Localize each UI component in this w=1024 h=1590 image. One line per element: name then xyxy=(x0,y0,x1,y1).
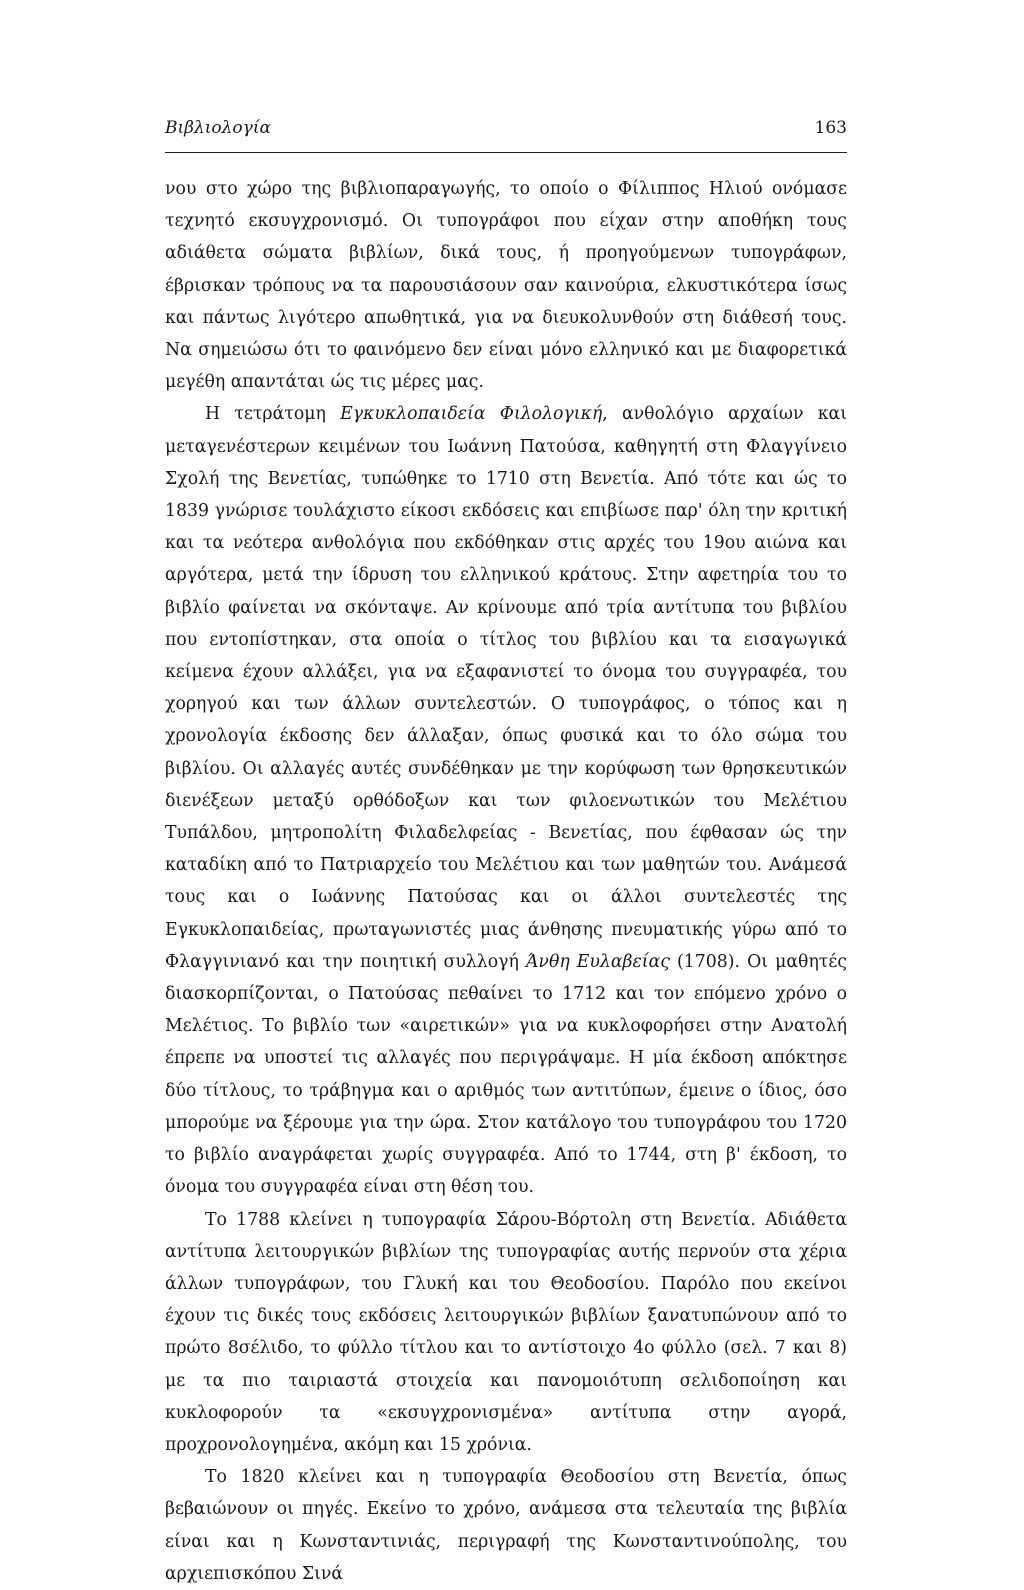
running-head-title: Βιβλιολογία xyxy=(165,118,271,138)
text-segment: νου στο χώρο της βιβλιοπαραγωγής, το οποίο ο Φίλιππος Ηλιού ονόμασε τεχνητό εκσυγχρονισμό. Οι τυπογράφοι που είχαν στην αποθήκη τους αδιάθετα σώματα βιβλίων, δικά τους, ή προηγούμενων τυπογράφων, έβρισκαν τρόπους να τα παρουσιάσουν σαν καινούρια, ελκυστικότερα ίσως και πάντως λιγότερο απωθητικά, για να διευκολυνθούν στη διάθεσή τους. Να σημειώσω ότι το φαινόμενο δεν είναι μόνο ελληνικό και με διαφορετικά μεγέθη απαντάται ώς τις μέρες μας. xyxy=(165,179,847,393)
text-segment: , ανθολόγιο αρχαίων και μεταγενέστερων κειμένων του Ιωάννη Πατούσα, καθηγητή στη Φλαγγίνειο Σχολή της Βενετίας, τυπώθηκε το 1710 στη Βενετία. Από τότε και ώς το 1839 γνώρισε τουλάχιστο είκοσι εκδόσεις και επιβίωσε παρ' όλη την κριτική και τα νεότερα ανθολόγια που εκδόθηκαν στις αρχές του 19ου αιώνα και αργότερα, μετά την ίδρυση του ελληνικού κράτους. Στην αφετηρία του το βιβλίο φαίνεται να σκόνταψε. Αν κρίνουμε από τρία αντίτυπα του βιβλίου που εντοπίστηκαν, στα οποία ο τίτλος του βιβλίου και τα εισαγωγικά κείμενα έχουν αλλάξει, για να εξαφανιστεί το όνομα του συγγραφέα, του χορηγού και των άλλων συντελεστών. Ο τυπογράφος, ο τόπος και η χρονολογία έκδοσης δεν άλλαξαν, όπως φυσικά και το όλο σώμα του βιβλίου. Οι αλλαγές αυτές συνδέθηκαν με την κορύφωση των θρησκευτικών διενέξεων μεταξύ ορθόδοξων και των φιλοενωτικών του Μελέτιου Τυπάλδου, μητροπολίτη Φιλαδελφείας - Βενετίας, που έφθασαν ώς την καταδίκη από το Πατριαρχείο του Μελέτιου και των μαθητών του. Ανάμεσά τους και ο Ιωάννης Πατούσας και οι άλλοι συντελεστές της Εγκυκλοπαιδείας, πρωταγωνιστές μιας άνθησης πνευματικής γύρω από το Φλαγγινιανό και την ποιητική συλλογή xyxy=(165,404,847,972)
running-head xyxy=(165,118,847,153)
paragraph-1 xyxy=(165,173,847,398)
book-page xyxy=(165,118,847,1590)
text-segment: Το 1788 κλείνει η τυπογραφία Σάρου-Βόρτολη στη Βενετία. Αδιάθετα αντίτυπα λειτουργικών βιβλίων της τυπογραφίας αυτής περνούν στα χέρια άλλων τυπογράφων, του Γλυκή και του Θεοδοσίου. Παρόλο που εκείνοι έχουν τις δικές τους εκδόσεις λειτουργικών βιβλίων ξανατυπώνουν από το πρώτο 8σέλιδο, το φύλλο τίτλου και το αντίστοιχο 4ο φύλλο (σελ. 7 και 8) με τα πιο ταιριαστά στοιχεία και πανομοιότυπη σελιδοποίηση και κυκλοφορούν τα «εκσυγχρονισμένα» αντίτυπα στην αγορά, προχρονολογημένα, ακόμη και 15 χρόνια. xyxy=(165,1209,847,1455)
paragraph-4 xyxy=(165,1461,847,1590)
book-title-italic: Εγκυκλοπαιδεία Φιλολογική xyxy=(340,404,603,425)
text-segment: Το 1820 κλείνει και η τυπογραφία Θεοδοσίου στη Βενετία, όπως βεβαιώνουν οι πηγές. Εκείνο το χρόνο, ανάμεσα στα τελευταία της βιβλία είναι και η Κωνσταντινιάς, περιγραφή της Κωνσταντινούπολης, του αρχιεπισκόπου Σινά xyxy=(165,1467,847,1584)
paragraph-2 xyxy=(165,398,847,1203)
text-segment: Η τετράτομη xyxy=(205,404,341,425)
book-title-italic: Άνθη Ευλαβείας xyxy=(525,951,670,972)
body-text xyxy=(165,173,847,1590)
paragraph-3 xyxy=(165,1204,847,1462)
text-segment: (1708). Οι μαθητές διασκορπίζονται, ο Πατούσας πεθαίνει το 1712 και τον επόμενο χρόνο ο Μελέτιος. Το βιβλίο των «αιρετικών» για να κυκλοφορήσει στην Ανατολή έπρεπε να υποστεί τις αλλαγές που περιγράψαμε. Η μία έκδοση απόκτησε δύο τίτλους, το τράβηγμα και ο αριθμός των αντιτύπων, έμεινε ο ίδιος, όσο μπορούμε να ξέρουμε για την ώρα. Στον κατάλογο του τυπογράφου του 1720 το βιβλίο αναγράφεται χωρίς συγγραφέα. Από το 1744, στη β' έκδοση, το όνομα του συγγραφέα είναι στη θέση του. xyxy=(165,951,848,1198)
page-number: 163 xyxy=(814,118,847,138)
